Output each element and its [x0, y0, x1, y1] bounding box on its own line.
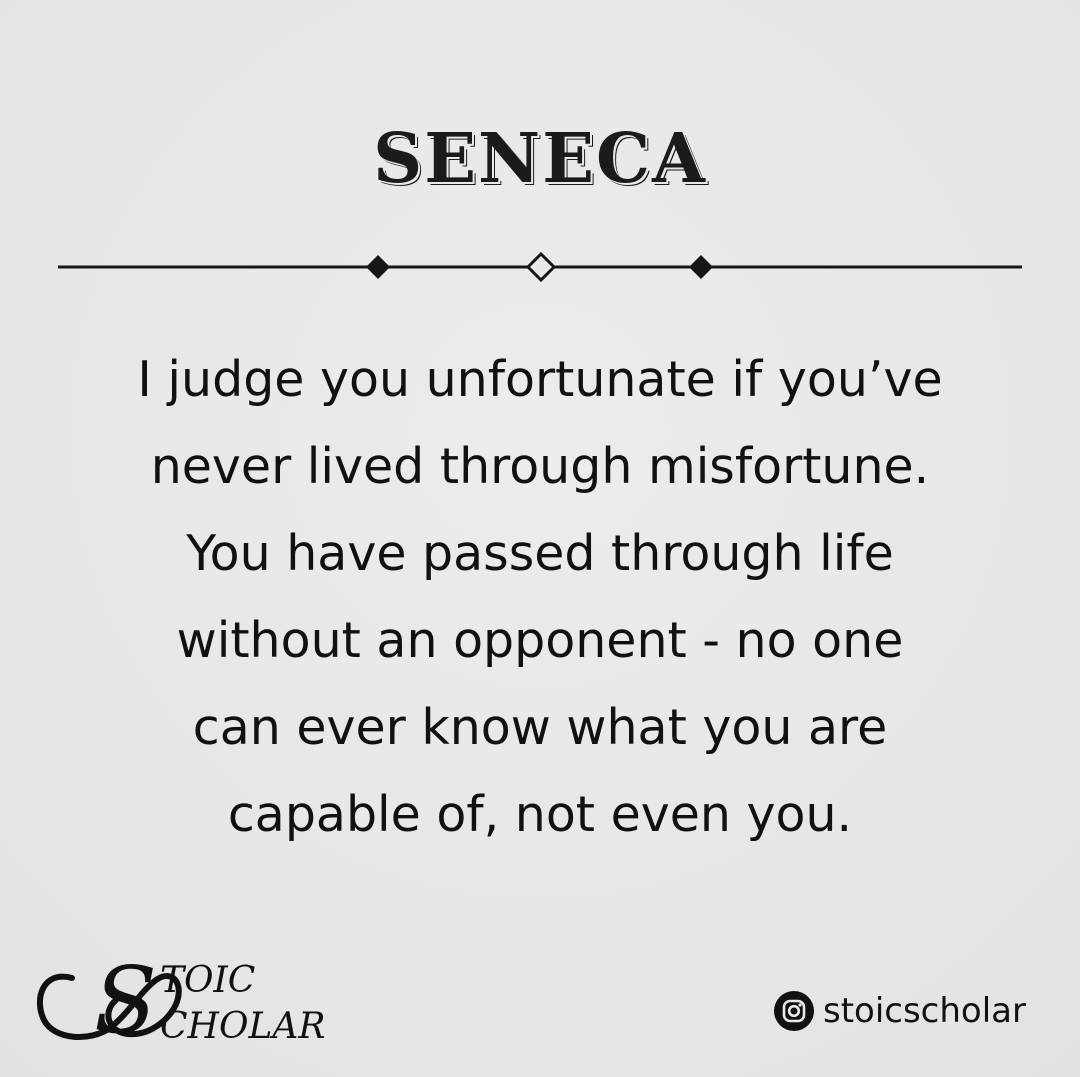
- instagram-handle[interactable]: [773, 990, 1026, 1032]
- stoic-scholar-logo: [32, 950, 392, 1050]
- author-title: SENECA: [373, 119, 707, 199]
- logo-line2: CHOLAR: [160, 1006, 326, 1047]
- divider-diamond-right: [689, 255, 713, 279]
- quote-line: never lived through misfortune.: [150, 438, 930, 495]
- quote-line: without an opponent - no one: [176, 612, 904, 669]
- divider-diamond-left: [366, 255, 390, 279]
- ornamental-divider: [0, 240, 1080, 300]
- logo-line1: TOIC: [160, 960, 256, 1001]
- handle-text[interactable]: stoicscholar: [822, 991, 1026, 1031]
- quote-line: I judge you unfortunate if you’ve: [137, 351, 943, 408]
- quote-line: can ever know what you are: [192, 699, 888, 756]
- quote-text: [60, 336, 1020, 858]
- divider-diamond-center: [528, 254, 554, 280]
- quote-line: You have passed through life: [186, 525, 894, 582]
- quote-line: capable of, not even you.: [227, 786, 853, 843]
- instagram-icon: [773, 990, 815, 1032]
- logo-initial: S: [94, 950, 158, 1050]
